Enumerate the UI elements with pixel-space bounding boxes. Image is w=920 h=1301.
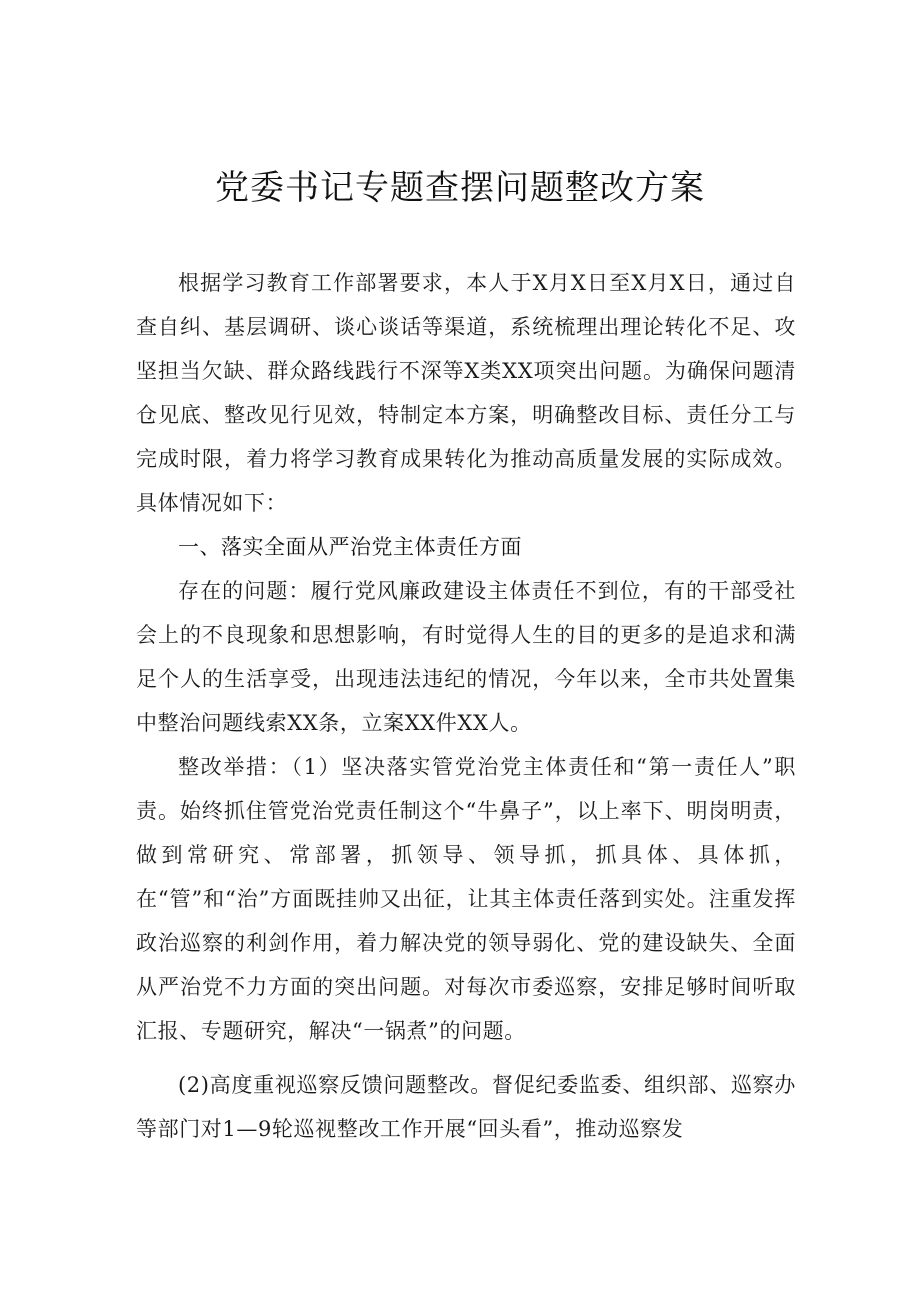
measures-label: 整改举措：: [178, 755, 292, 779]
intro-paragraph: 根据学习教育工作部署要求，本人于X月X日至X月X日，通过自查自纠、基层调研、谈心谈话等渠道，系统梳理出理论转化不足、攻坚担当欠缺、群众路线践行不深等X类XX项突出问题。为确保问题清仓见底、整改见行见效，特制定本方案，明确整改目标、责任分工与完成时限，着力将学习教育成果转化为推动高质量发展的实际成效。具体情况如下：: [136, 271, 796, 515]
document-title: 党委书记专题查摆问题整改方案: [215, 168, 705, 208]
problems-paragraph: 存在的问题：履行党风廉政建设主体责任不到位，有的干部受社会上的不良现象和思想影响，有时觉得人生的目的更多的是追求和满足个人的生活享受，出现违法违纪的情况，今年以来，全市共处置集中整治问题线索XX条，立案XX件XX人。: [136, 579, 796, 735]
document-body: [136, 261, 796, 1151]
measure-2-paragraph: (2)高度重视巡察反馈问题整改。督促纪委监委、组织部、巡察办等部门对1—9轮巡视整改工作开展“回头看”，推动巡察发: [136, 1073, 796, 1141]
measure-1-text: （1）坚决落实管党治党主体责任和“第一责任人”职责。始终抓住管党治党责任制这个“牛鼻子”，以上率下、明岗明责，做到常研究、常部署，抓领导、领导抓，抓具体、具体抓，在“管”和“治”方面既挂帅又出征，让其主体责任落到实处。注重发挥政治巡察的利剑作用，着力解决党的领导弱化、党的建设缺失、全面从严治党不力方面的突出问题。对每次市委巡察，安排足够时间听取汇报、专题研究，解决“一锅煮”的问题。: [136, 755, 796, 1043]
measures-paragraph: [136, 745, 796, 1053]
section-heading: 一、落实全面从严治党主体责任方面: [178, 535, 522, 559]
